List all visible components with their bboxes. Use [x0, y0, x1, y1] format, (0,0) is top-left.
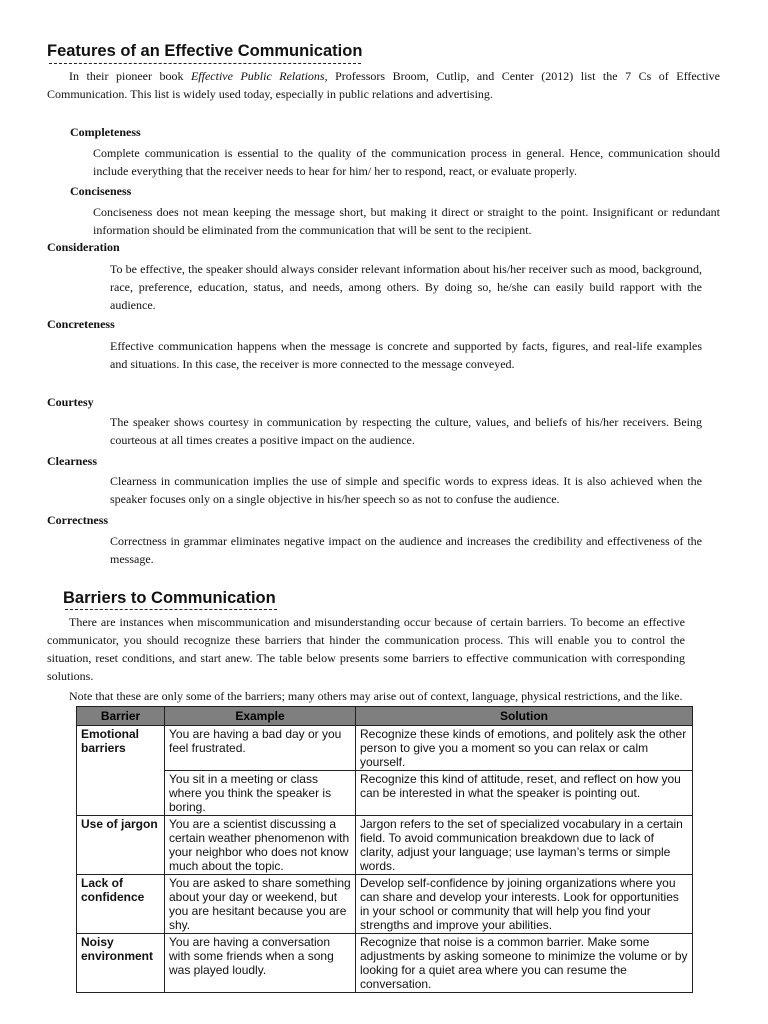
term-completeness: Completeness [70, 125, 141, 139]
desc-courtesy: The speaker shows courtesy in communication by respecting the culture, values, and beliefs of his/her receivers. Being courteous at all times creates a positive impact on the audience. [110, 415, 702, 447]
column-header-solution: Solution [356, 707, 693, 726]
barriers-note: Note that these are only some of the barriers; many others may arise out of context, language, physical restrictions, and the like. [69, 689, 683, 703]
table-row [77, 934, 693, 993]
desc-clearness: Clearness in communication implies the use of simple and specific words to express ideas. It is also achieved when the speaker focuses only on a single objective in his/her speech so as not to confuse the audience. [110, 474, 702, 506]
example-cell: You are having a bad day or you feel frustrated. [165, 726, 356, 771]
desc-correctness: Correctness in grammar eliminates negative impact on the audience and increases the credibility and effectiveness of the message. [110, 534, 702, 566]
book-title: Effective Public Relations [190, 69, 325, 83]
example-cell: You are asked to share something about your day or weekend, but you are hesitant because you are shy. [165, 875, 356, 934]
barriers-title: Barriers to Communication [63, 589, 276, 607]
barriers-table [76, 706, 693, 993]
desc-consideration: To be effective, the speaker should always consider relevant information about his/her receiver such as mood, background, race, preference, education, status, and needs, among others. By doing so, he/she can easily build rapport with the audience. [110, 262, 702, 312]
solution-cell: Recognize this kind of attitude, reset, and reflect on how you can be interested in what the speaker is pointing out. [356, 771, 693, 816]
barrier-cell: Emotional barriers [77, 726, 165, 816]
table-row [77, 816, 693, 875]
solution-cell: Jargon refers to the set of specialized vocabulary in a certain field. To avoid communication breakdown due to lack of clarity, adjust your language; use layman’s terms or simple words. [356, 816, 693, 875]
column-header-example: Example [165, 707, 356, 726]
term-correctness: Correctness [47, 513, 109, 527]
barriers-intro: There are instances when miscommunication and misunderstanding occur because of certain barriers. To become an effective communicator, you should recognize these barriers that hinder the communication process. This will enable you to control the situation, reset conditions, and start anew. The table below presents some barriers to effective communication with corresponding solutions. [47, 615, 685, 683]
term-concreteness: Concreteness [47, 317, 115, 331]
solution-cell: Recognize these kinds of emotions, and politely ask the other person to give you a moment so you can relax or calm yourself. [356, 726, 693, 771]
table-row [77, 771, 693, 816]
barriers-title-underline [65, 609, 277, 610]
column-header-barrier: Barrier [77, 707, 165, 726]
table-row [77, 726, 693, 771]
term-courtesy: Courtesy [47, 395, 94, 409]
solution-cell: Develop self-confidence by joining organizations where you can share and develop your interests. Look for opportunities in your school or community that will help you find your strengths and improve your abilities. [356, 875, 693, 934]
example-cell: You are a scientist discussing a certain weather phenomenon with your neighbor who does not know much about the topic. [165, 816, 356, 875]
features-title: Features of an Effective Communication [47, 42, 363, 60]
desc-completeness: Complete communication is essential to the quality of the communication process in general. Hence, communication should include everything that the receiver needs to hear for him/ her to respond, react, or evaluate properly. [93, 146, 720, 178]
solution-cell: Recognize that noise is a common barrier. Make some adjustments by asking someone to minimize the volume or by looking for a quiet area where you can resume the conversation. [356, 934, 693, 993]
table-row [77, 875, 693, 934]
example-cell: You sit in a meeting or class where you think the speaker is boring. [165, 771, 356, 816]
features-intro-start: In their pioneer book [69, 69, 191, 83]
features-intro [47, 67, 720, 103]
example-cell: You are having a conversation with some friends when a song was played loudly. [165, 934, 356, 993]
desc-concreteness: Effective communication happens when the message is concrete and supported by facts, figures, and real-life examples and situations. In this case, the receiver is more connected to the message conveyed. [110, 339, 702, 371]
barrier-cell: Use of jargon [77, 816, 165, 875]
barrier-cell: Noisy environment [77, 934, 165, 993]
term-clearness: Clearness [47, 454, 97, 468]
term-conciseness: Conciseness [70, 184, 132, 198]
features-intro-end: , Professors Broom, Cutlip, and Center (2012) list the 7 Cs of Effective Communication. This list is widely used today, especially in public relations and advertising. [47, 69, 720, 101]
barrier-cell: Lack of confidence [77, 875, 165, 934]
table-header-row [77, 707, 693, 726]
term-consideration: Consideration [47, 240, 120, 254]
features-title-underline [49, 63, 361, 64]
desc-conciseness: Conciseness does not mean keeping the message short, but making it direct or straight to the point. Insignificant or redundant information should be eliminated from the communication that will be sent to the recipient. [93, 205, 720, 237]
